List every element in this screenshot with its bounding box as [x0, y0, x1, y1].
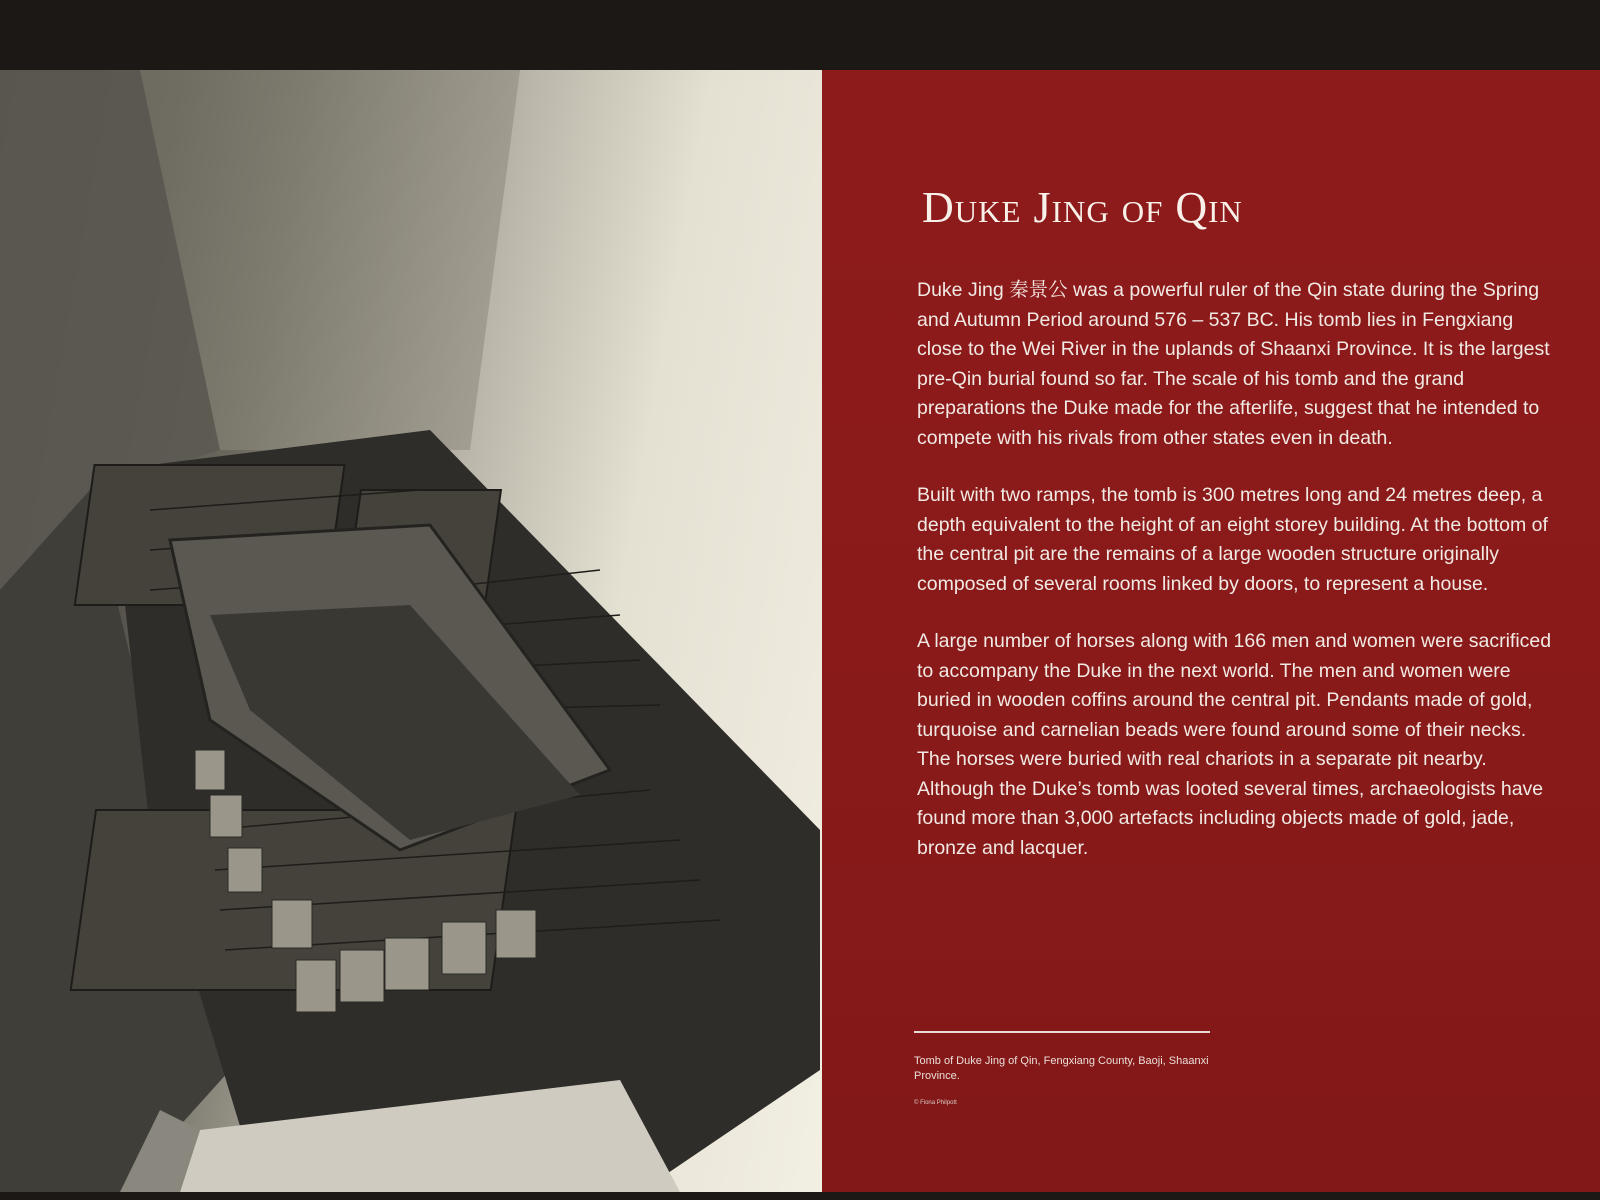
tomb-photograph: [0, 70, 822, 1192]
panel-title: Duke Jing of Qin: [922, 183, 1243, 232]
paragraph: A large number of horses along with 166 men and women were sacrificed to accompany the Duke in the next world. The men and women were buried in wooden coffins around the central pit. Pendants made of gold, turquoise and carnelian beads were found around some of their necks. The horses were buried with real chariots in a separate pit nearby. Although the Duke’s tomb was looted several times, archaeologists have found more than 3,000 artefacts including objects made of gold, jade, bronze and lacquer.: [917, 630, 1552, 859]
tomb-illustration: [0, 70, 822, 1192]
description-body: [917, 276, 1557, 891]
paragraph: Built with two ramps, the tomb is 300 metres long and 24 metres deep, a depth equivalent to the height of an eight storey building. At the bottom of the central pit are the remains of a large wooden structure originally composed of several rooms linked by doors, to represent a house.: [917, 484, 1548, 595]
exhibit-panel: [0, 70, 1600, 1192]
paragraph: Duke Jing 秦景公 was a powerful ruler of the Qin state during the Spring and Autumn Period around 576 – 537 BC. His tomb lies in Fengxiang close to the Wei River in the uplands of Shaanxi Province. It is the largest pre-Qin burial found so far. The scale of his tomb and the grand preparations the Duke made for the afterlife, suggest that he intended to compete with his rivals from other states even in death.: [917, 279, 1550, 449]
divider: [914, 1031, 1210, 1033]
photo-credit: © Fiona Philpott: [914, 1100, 957, 1106]
photo-caption: Tomb of Duke Jing of Qin, Fengxiang County, Baoji, Shaanxi Province.: [914, 1055, 1209, 1082]
description-panel: [822, 70, 1600, 1192]
